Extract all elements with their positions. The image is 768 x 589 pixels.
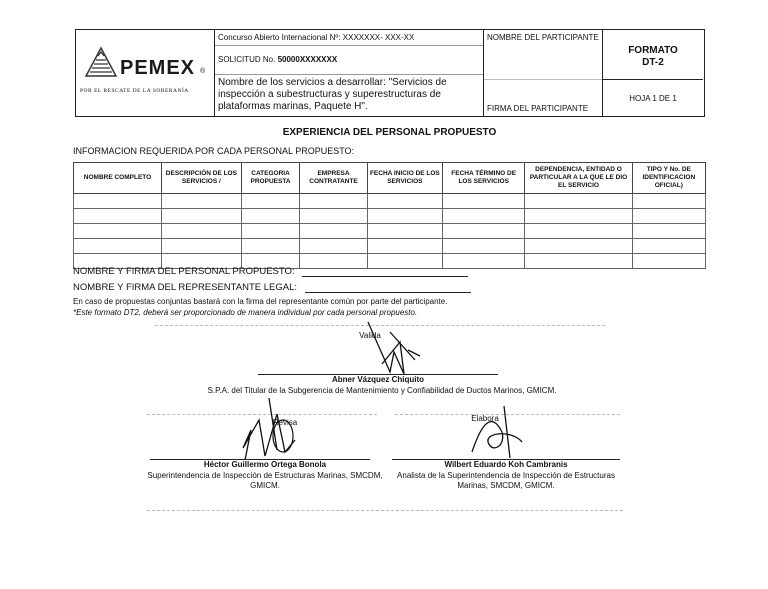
representative-signature-label: NOMBRE Y FIRMA DEL REPRESENTANTE LEGAL: — [73, 282, 298, 293]
col-descripcion: DESCRIPCIÓN DE LOS SERVICIOS / — [161, 163, 241, 194]
format-code: DT-2 — [642, 57, 664, 68]
logo-tagline: POR EL RESCATE DE LA SOBERANÍA — [80, 88, 189, 94]
bottom-dash — [147, 510, 623, 511]
col-fecha-inicio: FECHA INICIO DE LOS SERVICIOS — [367, 163, 442, 194]
table-row — [74, 209, 706, 224]
participant-name-label: NOMBRE DEL PARTICIPANTE — [487, 33, 599, 42]
col-dependencia: DEPENDENCIA, ENTIDAD O PARTICULAR A LA QUE LE DIO EL SERVICIO — [525, 163, 632, 194]
format-label: FORMATO — [628, 45, 678, 56]
personal-signature-line[interactable] — [302, 276, 468, 277]
representative-signature-line[interactable] — [305, 292, 471, 293]
elabora-signature-scribble — [462, 402, 532, 462]
col-identificacion: TIPO Y No. DE IDENTIFICACION OFICIAL) — [632, 163, 705, 194]
revisa-name: Héctor Guillermo Ortega Bonola — [203, 460, 327, 469]
elabora-role: Elabora — [471, 414, 499, 423]
personal-signature-field — [73, 266, 295, 277]
personal-signature-label: NOMBRE Y FIRMA DEL PERSONAL PROPUESTO: — [73, 266, 295, 277]
personnel-table — [73, 162, 706, 269]
col-empresa: EMPRESA CONTRATANTE — [300, 163, 367, 194]
valida-signature-scribble — [360, 312, 430, 382]
pemex-logo — [80, 44, 209, 94]
pemex-wordmark: PEMEX — [120, 57, 196, 79]
solicitud-label: SOLICITUD No. — [218, 55, 276, 64]
concurso-number: Concurso Abierto Internacional Nº: XXXXXXX- XXX-XX — [218, 33, 415, 42]
service-name: Nombre de los servicios a desarrollar: "Servicios de inspección a subestructuras y superestructuras de plataformas marinas, Paquete H". — [218, 77, 447, 112]
participant-signature-label: FIRMA DEL PARTICIPANTE — [487, 104, 589, 113]
revisa-signature-scribble — [225, 390, 315, 470]
revisa-position: Superintendencia de Inspección de Estructuras Marinas, SMCDM, GMICM. — [147, 471, 383, 490]
form-subtitle: INFORMACION REQUERIDA POR CADA PERSONAL PROPUESTO: — [73, 146, 355, 156]
valida-name: Abner Vázquez Chiquito — [332, 375, 424, 384]
solicitud-line — [218, 55, 337, 65]
revisa-role: Revisa — [272, 418, 298, 427]
solicitud-value: 50000XXXXXXX — [277, 55, 338, 64]
table-row — [74, 239, 706, 254]
col-categoria: CATEGORIA PROPUESTA — [241, 163, 300, 194]
header-box — [75, 29, 705, 117]
table-row — [74, 224, 706, 239]
registered-mark: ® — [200, 68, 206, 75]
table-header-row — [74, 163, 706, 194]
pemex-eagle-icon — [84, 46, 118, 80]
representative-signature-field — [73, 282, 297, 293]
col-fecha-termino: FECHA TÉRMINO DE LOS SERVICIOS — [442, 163, 524, 194]
format-box — [603, 45, 703, 69]
table-row — [74, 194, 706, 209]
joint-proposal-note: En caso de propuestas conjuntas bastará con la firma del representante común por parte del participante. — [73, 297, 448, 306]
format-instruction-note: *Este formato DT2, deberá ser proporcionado de manera individual por cada personal propuesto. — [73, 308, 418, 317]
table-body — [74, 194, 706, 269]
form-title: EXPERIENCIA DEL PERSONAL PROPUESTO — [282, 127, 497, 138]
col-nombre: NOMBRE COMPLETO — [74, 163, 162, 194]
valida-position: S.P.A. del Titular de la Subgerencia de Mantenimiento y Confiabilidad de Ductos Marinos, GMICM. — [207, 386, 557, 395]
elabora-position: Analista de la Superintendencia de Inspección de Estructuras Marinas, SMCDM, GMICM. — [397, 471, 615, 490]
elabora-name: Wilbert Eduardo Koh Cambranis — [444, 460, 568, 469]
page-count: HOJA 1 DE 1 — [629, 94, 677, 103]
valida-role: Valida — [359, 331, 381, 340]
